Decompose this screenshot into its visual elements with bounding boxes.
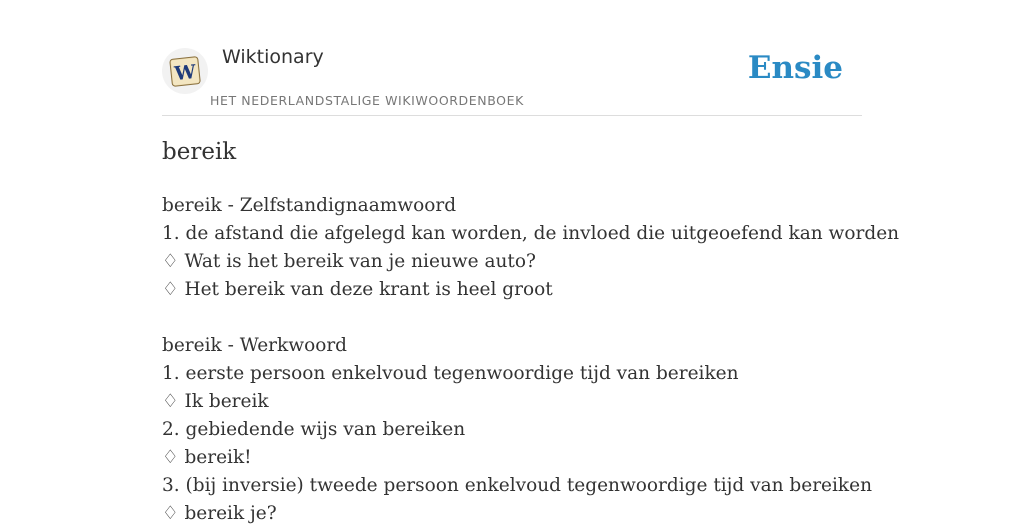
definition-line: 1. eerste persoon enkelvoud tegenwoordige tijd van bereiken xyxy=(162,363,739,384)
site-tagline: HET NEDERLANDSTALIGE WIKIWOORDENBOEK xyxy=(210,93,524,108)
example-line: ♢ bereik! xyxy=(162,447,252,468)
brand-logo[interactable]: Ensie xyxy=(747,50,843,86)
definition-line: 3. (bij inversie) tweede persoon enkelvoud tegenwoordige tijd van bereiken xyxy=(162,475,872,496)
example-line: ♢ Het bereik van deze krant is heel groot xyxy=(162,279,553,300)
svg-text:W: W xyxy=(173,60,197,86)
page xyxy=(162,0,900,524)
example-line: ♢ Wat is het bereik van je nieuwe auto? xyxy=(162,251,536,272)
section-heading: bereik - Zelfstandignaamwoord xyxy=(162,195,457,216)
site-header xyxy=(162,0,862,116)
example-line: ♢ bereik je? xyxy=(162,503,277,524)
section-heading: bereik - Werkwoord xyxy=(162,335,348,356)
section-spacer xyxy=(162,304,882,332)
site-name[interactable]: Wiktionary xyxy=(222,46,324,68)
wiktionary-tile-graphic xyxy=(168,54,202,88)
page-title: bereik xyxy=(162,139,237,165)
definition-line: 1. de afstand die afgelegd kan worden, de invloed die uitgeoefend kan worden xyxy=(162,223,900,244)
definitions xyxy=(162,192,900,528)
example-line: ♢ Ik bereik xyxy=(162,391,269,412)
definition-line: 2. gebiedende wijs van bereiken xyxy=(162,419,466,440)
wiktionary-logo-icon[interactable] xyxy=(162,48,208,94)
